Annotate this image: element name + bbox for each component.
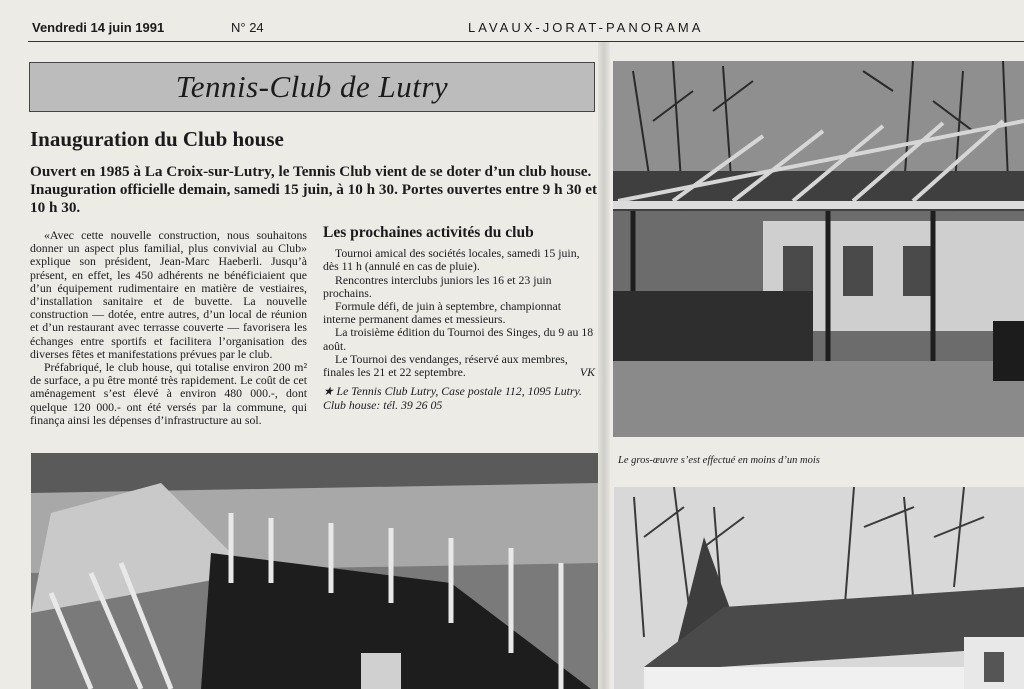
activities-title: Les prochaines activités du club: [323, 224, 534, 241]
activities-box: [323, 226, 595, 412]
body-paragraph: «Avec cette nouvelle construction, nous souhaitons donner un aspect plus familial, plus convivial au Club» explique son président, Jean-Marc Haeberli. Jusqu’à présent, en effet, les 450 adhérents ne bénéficiaient que d’un équipement rudimentaire en matière de vestiaires, d’installation sanitaire et de buvette. La nouvelle construction — dotée, entre autres, d’un local de réunion et d’un restaurant avec terrasse couverte — favorisera les échanges entre sportifs et facilitera l’organisation des diverses fêtes et manifestations prévues par le club.: [30, 228, 307, 361]
article-headline: Inauguration du Club house: [30, 127, 284, 151]
activity-item: Le Tournoi des vendanges, réservé aux membres, finales les 21 et 22 septembre.: [323, 351, 568, 380]
photo-foundation: [31, 453, 598, 689]
newspaper-name: LAVAUX-JORAT-PANORAMA: [468, 20, 704, 35]
section-banner: [29, 62, 595, 112]
photo-caption: Le gros-œuvre s’est effectué en moins d’un mois: [618, 455, 820, 466]
banner-title: Tennis-Club de Lutry: [175, 69, 449, 104]
activity-item: Tournoi amical des sociétés locales, samedi 15 juin, dès 11 h (annulé en cas de pluie).: [323, 246, 580, 274]
body-paragraph: Préfabriqué, le club house, qui totalise environ 200 m² de surface, a pu être monté très rapidement. Le coût de cet aménagement s’est élevé à environ 480 000.-, dont quelque 120 000.- ont été versés par la commune, qui finança ainsi les dépenses d’infrastructure au sol.: [30, 360, 307, 427]
article-body: [30, 229, 307, 427]
page-header: [0, 0, 1024, 42]
page-fold: [598, 42, 610, 689]
author-signature: VK: [579, 365, 595, 380]
club-address: ★ Le Tennis Club Lutry, Case postale 112, 1095 Lutry. Club house: tél. 39 26 05: [323, 384, 582, 412]
photo-club-house: [614, 487, 1024, 689]
issue-date: Vendredi 14 juin 1991: [32, 20, 165, 35]
photo-roof-frame: [613, 61, 1024, 437]
header-rule: [28, 41, 1024, 42]
issue-number: N° 24: [231, 20, 264, 35]
activity-item: La troisième édition du Tournoi des Singes, du 9 au 18 août.: [323, 325, 594, 353]
activity-item: Formule défi, de juin à septembre, championnat interne permanent dames et messieurs.: [323, 299, 562, 327]
activity-item: Rencontres interclubs juniors les 16 et 23 juin prochains.: [323, 272, 552, 300]
article-lead: Ouvert en 1985 à La Croix-sur-Lutry, le Tennis Club vient de se doter d’un club house. Inauguration officielle demain, samedi 15 juin, à 10 h 30. Portes ouvertes entre 9 h 30 et 10 h 30.: [30, 163, 598, 216]
